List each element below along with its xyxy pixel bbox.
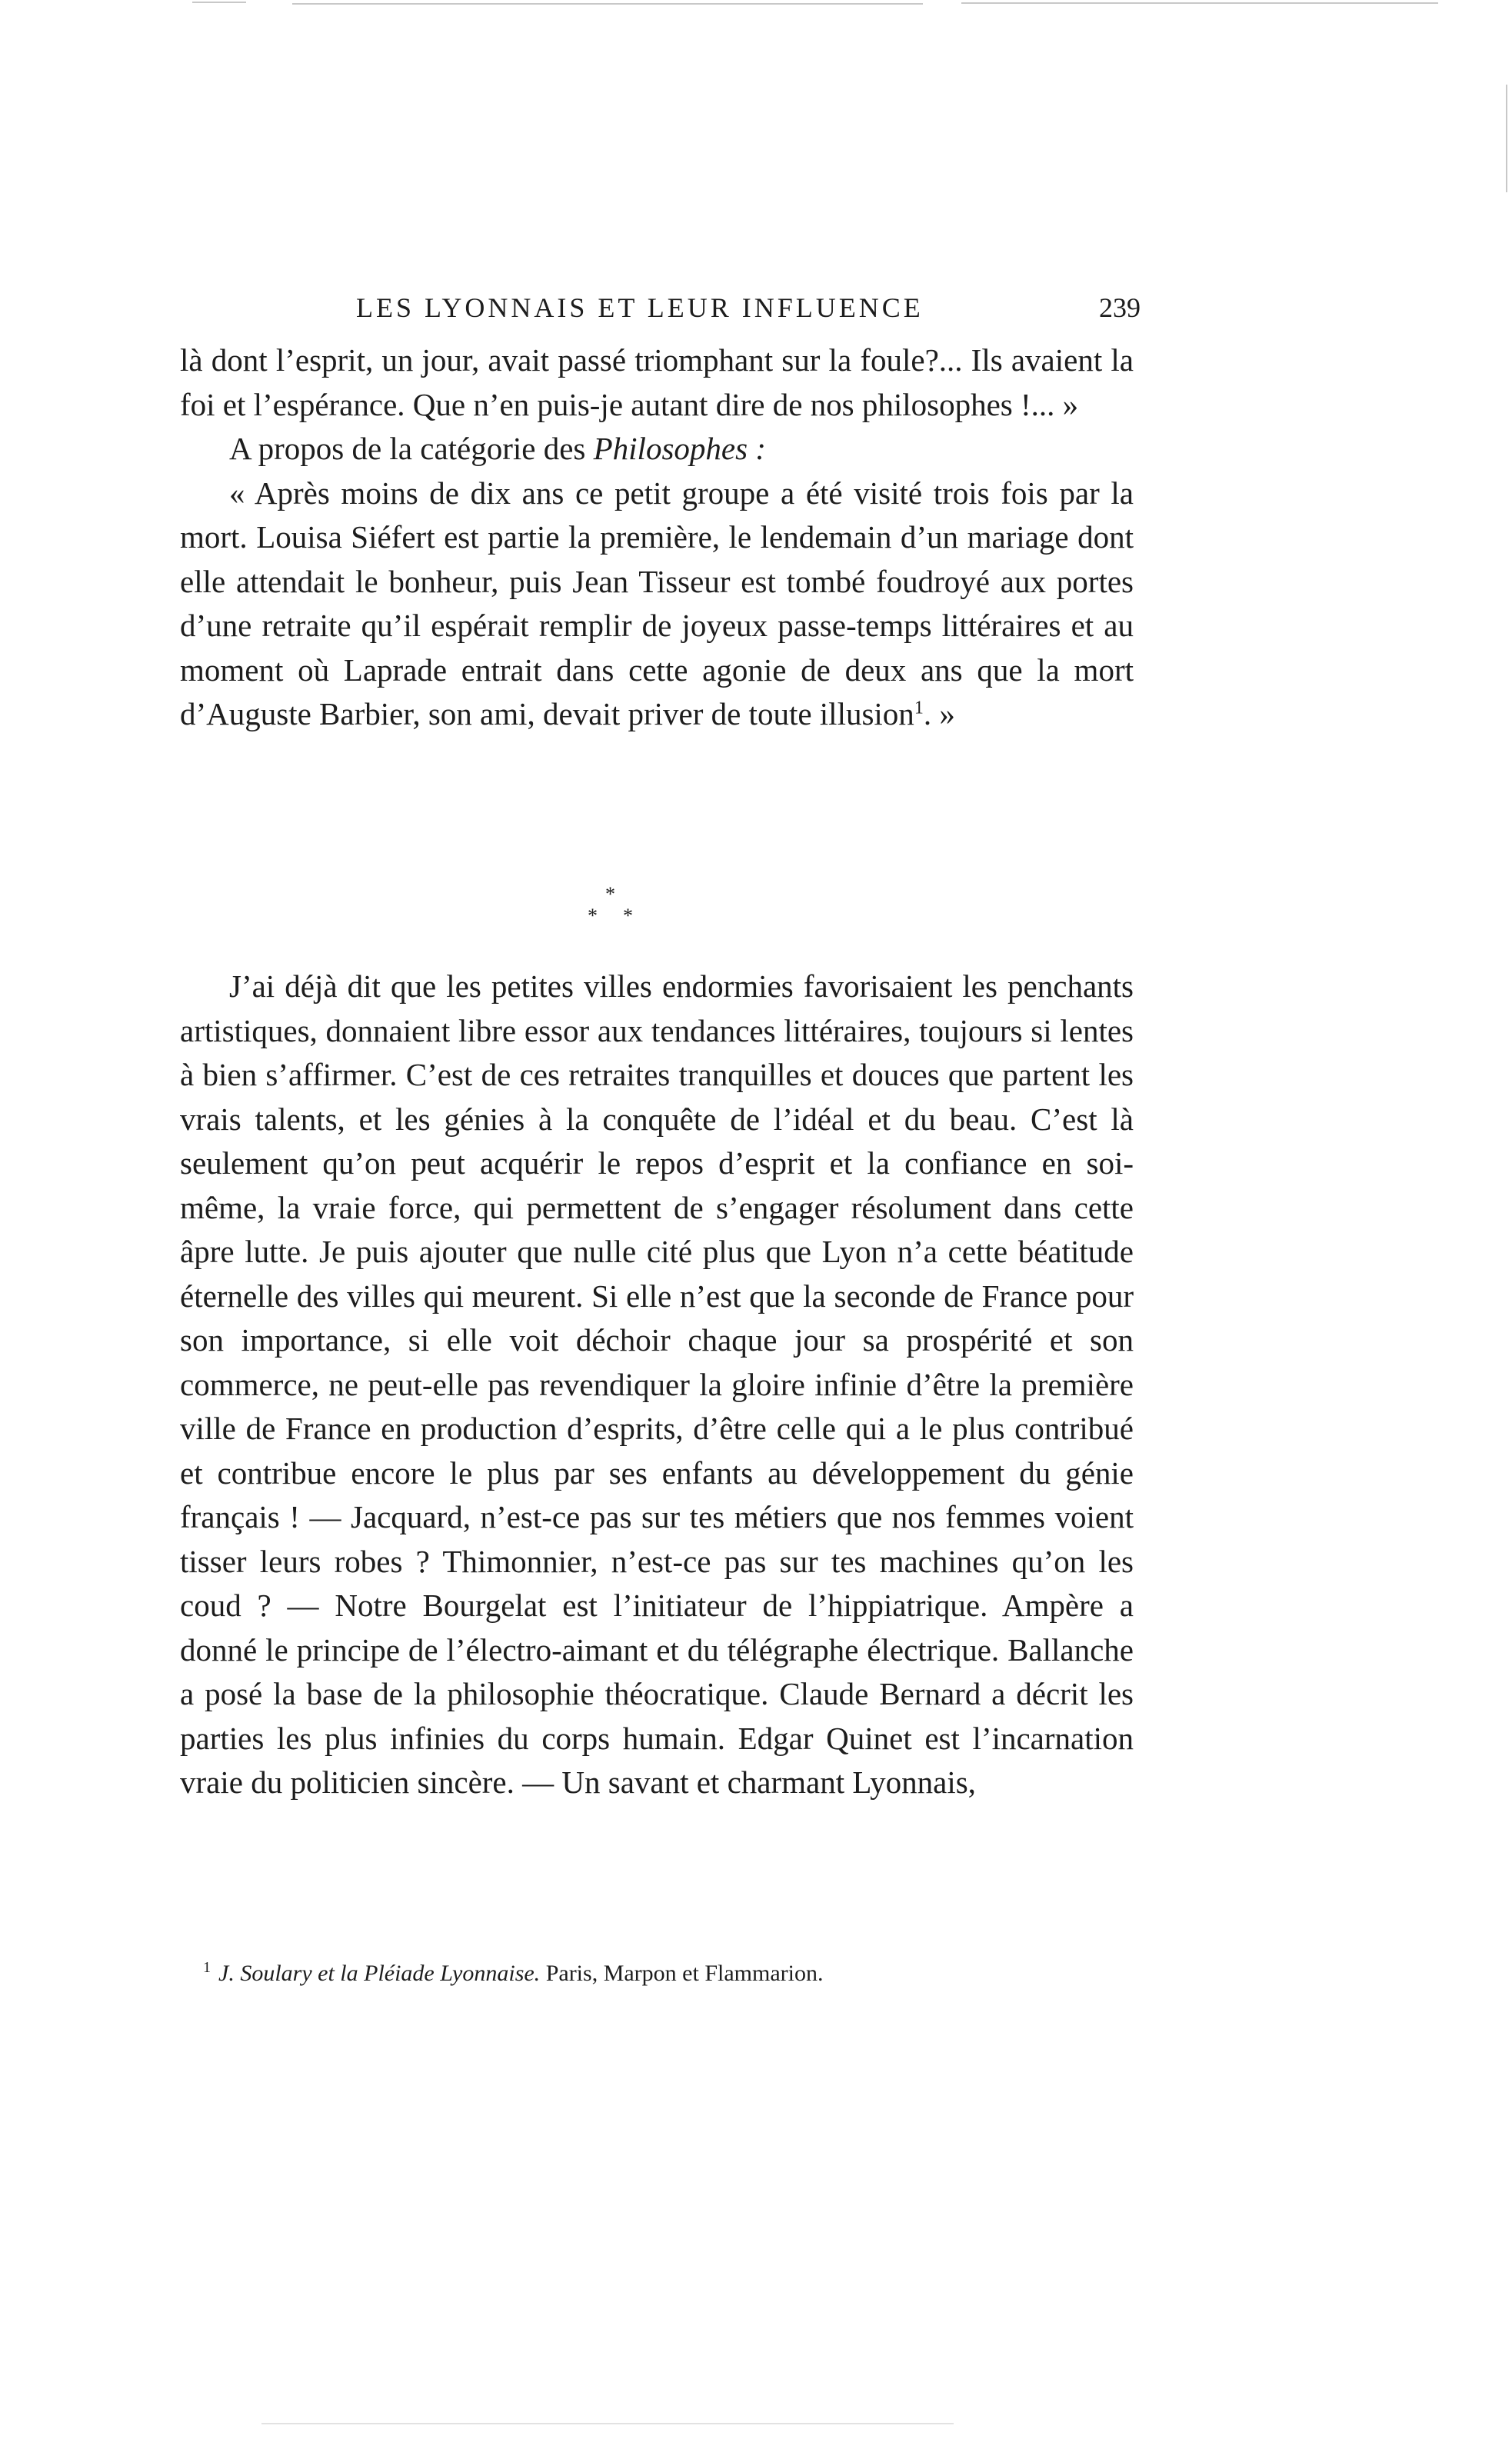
paragraph-3-text: « Après moins de dix ans ce petit groupe a été visité trois fois par la mort. Louisa Siéfert est partie la première, le lendemain d’un mariage dont elle attendait le bonheur, puis Jean Tisseur est tombé foudroyé aux portes d’une retraite qu’il espérait remplir de joyeux passe-temps littéraires et au moment où Laprade entrait dans cette agonie de deux ans que la mort d’Auguste Barbier, son ami, devait priver de toute illusion (180, 475, 1134, 731)
footnote (203, 1958, 1126, 1989)
scan-edge-top-2 (292, 3, 923, 5)
asterism (577, 883, 654, 937)
scan-edge-bottom (261, 2423, 954, 2424)
paragraph-1: là dont l’esprit, un jour, avait passé triomphant sur la foule?... Ils avaient la foi et l’espérance. Que n’en puis-je autant dire de nos philosophes !... » (180, 342, 1134, 422)
footnote-title: J. Soulary et la Pléiade Lyonnaise. (218, 1961, 541, 1986)
asterism-star-left: * (588, 905, 598, 927)
note-reference: 1 (914, 698, 924, 718)
running-title: LES LYONNAIS ET LEUR INFLUENCE (356, 292, 924, 323)
paragraph-2-italic: Philosophes : (593, 431, 766, 466)
scan-edge-top-1 (192, 2, 246, 3)
main-text-continued (180, 965, 1134, 1805)
paragraph-2 (180, 427, 1134, 471)
paragraph-2-text: A propos de la catégorie des (229, 431, 594, 466)
footnote-mark: 1 (203, 1959, 211, 1976)
paragraph-3 (180, 471, 1134, 737)
asterism-star-right: * (623, 905, 633, 927)
main-text (180, 338, 1134, 737)
scan-edge-right (1506, 85, 1507, 192)
paragraph-4: J’ai déjà dit que les petites villes endormies favorisaient les penchants artistiques, donnaient libre essor aux tendances littéraires, toujours si lentes à bien s’affirmer. C’est de ces retraites tranquilles et douces que partent les vrais talents, et les génies à la conquête de l’idéal et du beau. C’est là seulement qu’on peut acquérir le repos d’esprit et la confiance en soi-même, la vraie force, qui permettent de s’engager résolument dans cette âpre lutte. Je puis ajouter que nulle cité plus que Lyon n’a cette béatitude éternelle des villes qui meurent. Si elle n’est que la seconde de France pour son importance, si elle voit déchoir chaque jour sa prospérité et son commerce, ne peut-elle pas revendiquer la gloire infinie d’être la première ville de France en production d’esprits, d’être celle qui a le plus contribué et contribue encore le plus par ses enfants au développement du génie français ! — Jacquard, n’est-ce pas sur tes métiers que nos femmes voient tisser leurs robes ? Thimonnier, n’est-ce pas sur tes machines qu’on les coud ? — Notre Bourgelat est l’initiateur de l’hippiatrique. Ampère a donné le principe de l’électro-aimant et du télégraphe électrique. Ballanche a posé la base de la philosophie théocratique. Claude Bernard a décrit les parties les plus infinies du corps humain. Edgar Quinet est l’incarnation vraie du politicien sincère. — Un savant et charmant Lyonnais, (180, 968, 1134, 1800)
footnote-publisher: Paris, Marpon et Flammarion. (540, 1961, 824, 1986)
page-number: 239 (1099, 292, 1141, 323)
asterism-star-top: * (605, 883, 615, 905)
scan-edge-top-3 (961, 2, 1438, 4)
paragraph-3-end: . » (923, 696, 955, 731)
